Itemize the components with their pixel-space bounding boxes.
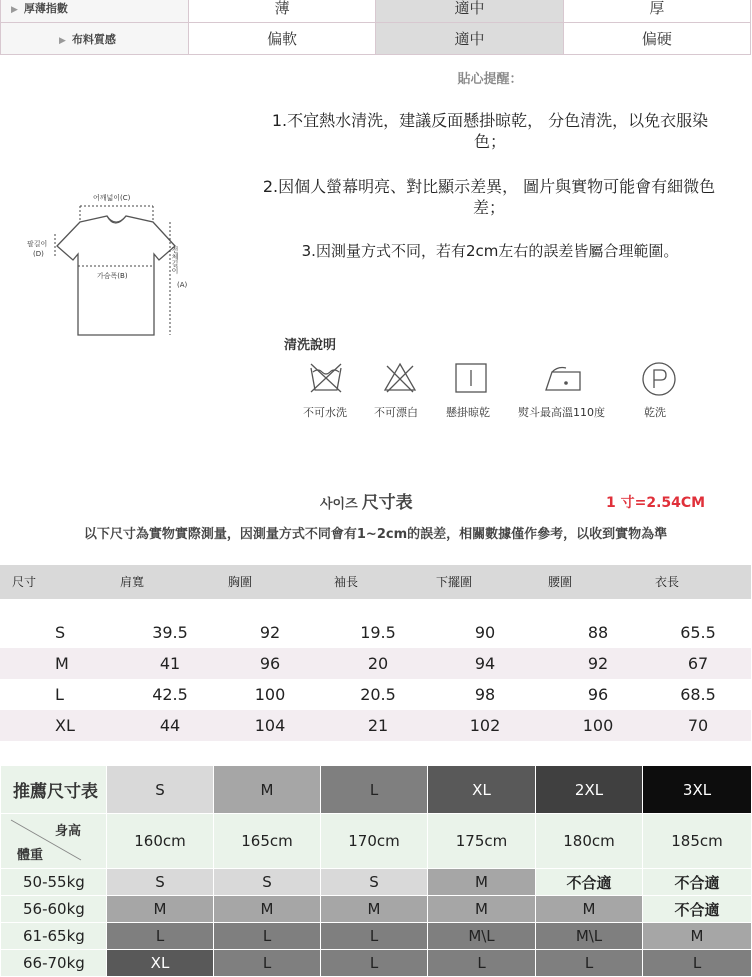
recommend-title: 推薦尺寸表 — [1, 766, 107, 814]
recommend-size-2xl: 2XL — [536, 766, 643, 814]
recommend-cell: M\L — [536, 923, 643, 950]
size-table-row: XL 44 104 21 102 100 70 — [0, 710, 751, 741]
recommend-cell: S — [107, 869, 214, 896]
recommend-height-row — [1, 814, 752, 869]
bleach-crossed-icon — [382, 360, 418, 396]
recommend-cell: S — [321, 869, 428, 896]
recommend-cell: L — [321, 950, 428, 977]
fabric-value: 厚 — [563, 0, 750, 23]
wash-label: 不可漂白 — [374, 406, 418, 419]
wash-label: 熨斗最高溫110度 — [518, 406, 605, 419]
recommend-header-row — [1, 766, 752, 814]
fabric-value-selected: 適中 — [376, 23, 563, 55]
height-cell: 170cm — [321, 814, 428, 869]
fabric-value: 偏硬 — [563, 23, 750, 55]
wash-label: 懸掛晾乾 — [446, 406, 490, 419]
recommend-cell: XL — [107, 950, 214, 977]
length-label: 전체길이 — [171, 246, 179, 274]
recommend-size-l: L — [321, 766, 428, 814]
fabric-value-selected: 適中 — [376, 0, 563, 23]
length-code: (A) — [177, 281, 188, 289]
dry-clean-p-icon — [640, 360, 678, 398]
tip-item-3: 3.因測量方式不同，若有2cm左右的誤差皆屬合理範圍。 — [301, 242, 679, 260]
fabric-table — [0, 0, 751, 55]
tshirt-diagram — [25, 190, 205, 340]
recommend-weight-row — [1, 923, 752, 950]
recommend-size-m: M — [214, 766, 321, 814]
height-cell: 185cm — [643, 814, 752, 869]
recommend-cell: L — [428, 950, 536, 977]
size-col-header: 肩寬 — [120, 575, 145, 589]
size-col-header: 袖長 — [334, 575, 359, 589]
iron-icon — [540, 360, 588, 396]
inch-conversion-note: 1 寸=2.54CM — [606, 495, 706, 511]
recommend-size-s: S — [107, 766, 214, 814]
tip-item-1: 1.不宜熱水清洗，建議反面懸掛晾乾， 分色清洗，以免衣服染 色； — [271, 111, 709, 151]
recommend-size-3xl: 3XL — [643, 766, 752, 814]
weight-cell: 66-70kg — [1, 950, 107, 977]
recommend-size-xl: XL — [428, 766, 536, 814]
recommend-cell: M — [536, 896, 643, 923]
height-cell: 180cm — [536, 814, 643, 869]
recommend-cell: L — [107, 923, 214, 950]
sleeve-label: 팔길이 — [27, 240, 48, 248]
chest-label: 가슴폭(B) — [97, 272, 128, 280]
wash-label: 乾洗 — [644, 406, 666, 419]
size-col-header: 腰圍 — [548, 575, 573, 589]
triangle-right-icon: ▶ — [11, 4, 18, 15]
recommend-weight-row — [1, 950, 752, 977]
hang-dry-icon — [453, 360, 489, 396]
tip-item-2: 2.因個人螢幕明亮、對比顯示差異， 圖片與實物可能會有細微色 差； — [262, 177, 716, 217]
recommend-weight-row — [1, 869, 752, 896]
size-table-header — [0, 565, 751, 599]
fabric-value: 薄 — [189, 0, 376, 23]
wash-tub-crossed-icon — [308, 360, 344, 396]
recommend-cell: L — [643, 950, 752, 977]
size-table-row: S 39.5 92 19.5 90 88 65.5 — [0, 617, 751, 648]
recommend-cell: M\L — [428, 923, 536, 950]
size-table-row: M 41 96 20 94 92 67 — [0, 648, 751, 679]
weight-cell: 56-60kg — [1, 896, 107, 923]
fabric-row-thickness — [1, 0, 751, 23]
weight-cell: 61-65kg — [1, 923, 107, 950]
size-col-header: 下擺圍 — [436, 575, 473, 589]
size-table-row: L 42.5 100 20.5 98 96 68.5 — [0, 679, 751, 710]
recommend-size-table — [0, 765, 752, 977]
weight-cell: 50-55kg — [1, 869, 107, 896]
size-col-header: 衣長 — [655, 575, 680, 589]
recommend-cell: M — [428, 869, 536, 896]
recommend-cell: M — [214, 896, 321, 923]
recommend-cell: L — [214, 923, 321, 950]
fabric-label: 布料質感 — [71, 32, 116, 46]
height-cell: 165cm — [214, 814, 321, 869]
recommend-cell: L — [321, 923, 428, 950]
recommend-cell: 不合適 — [643, 869, 752, 896]
recommend-cell: M — [643, 923, 752, 950]
recommend-cell: M — [321, 896, 428, 923]
washing-title: 清洗說明 — [284, 338, 337, 353]
fabric-row-texture — [1, 23, 751, 55]
height-weight-corner — [1, 814, 107, 869]
size-measure-note: 以下尺寸為實物實際測量，因測量方式不同會有1~2cm的誤差，相關數據僅作參考，以收到實物為準 — [83, 527, 668, 542]
recommend-cell: M — [428, 896, 536, 923]
recommend-cell: S — [214, 869, 321, 896]
shoulder-label: 어깨넓이(C) — [93, 194, 131, 202]
recommend-cell: L — [536, 950, 643, 977]
triangle-right-icon: ▶ — [59, 35, 66, 46]
tips-title: 貼心提醒： — [457, 72, 523, 87]
size-col-header: 尺寸 — [12, 575, 37, 589]
height-cell: 160cm — [107, 814, 214, 869]
weight-axis-label: 體重 — [17, 848, 44, 863]
recommend-cell: 不合適 — [536, 869, 643, 896]
fabric-value: 偏軟 — [189, 23, 376, 55]
fabric-label: 厚薄指數 — [23, 1, 68, 15]
sleeve-code: (D) — [33, 250, 44, 258]
recommend-weight-row — [1, 896, 752, 923]
recommend-cell: 不合適 — [643, 896, 752, 923]
recommend-cell: L — [214, 950, 321, 977]
recommend-cell: M — [107, 896, 214, 923]
size-col-header: 胸圍 — [228, 575, 253, 589]
size-chart-title: 사이즈 尺寸表 — [320, 493, 413, 513]
wash-label: 不可水洗 — [303, 406, 347, 419]
height-axis-label: 身高 — [55, 824, 82, 839]
height-cell: 175cm — [428, 814, 536, 869]
